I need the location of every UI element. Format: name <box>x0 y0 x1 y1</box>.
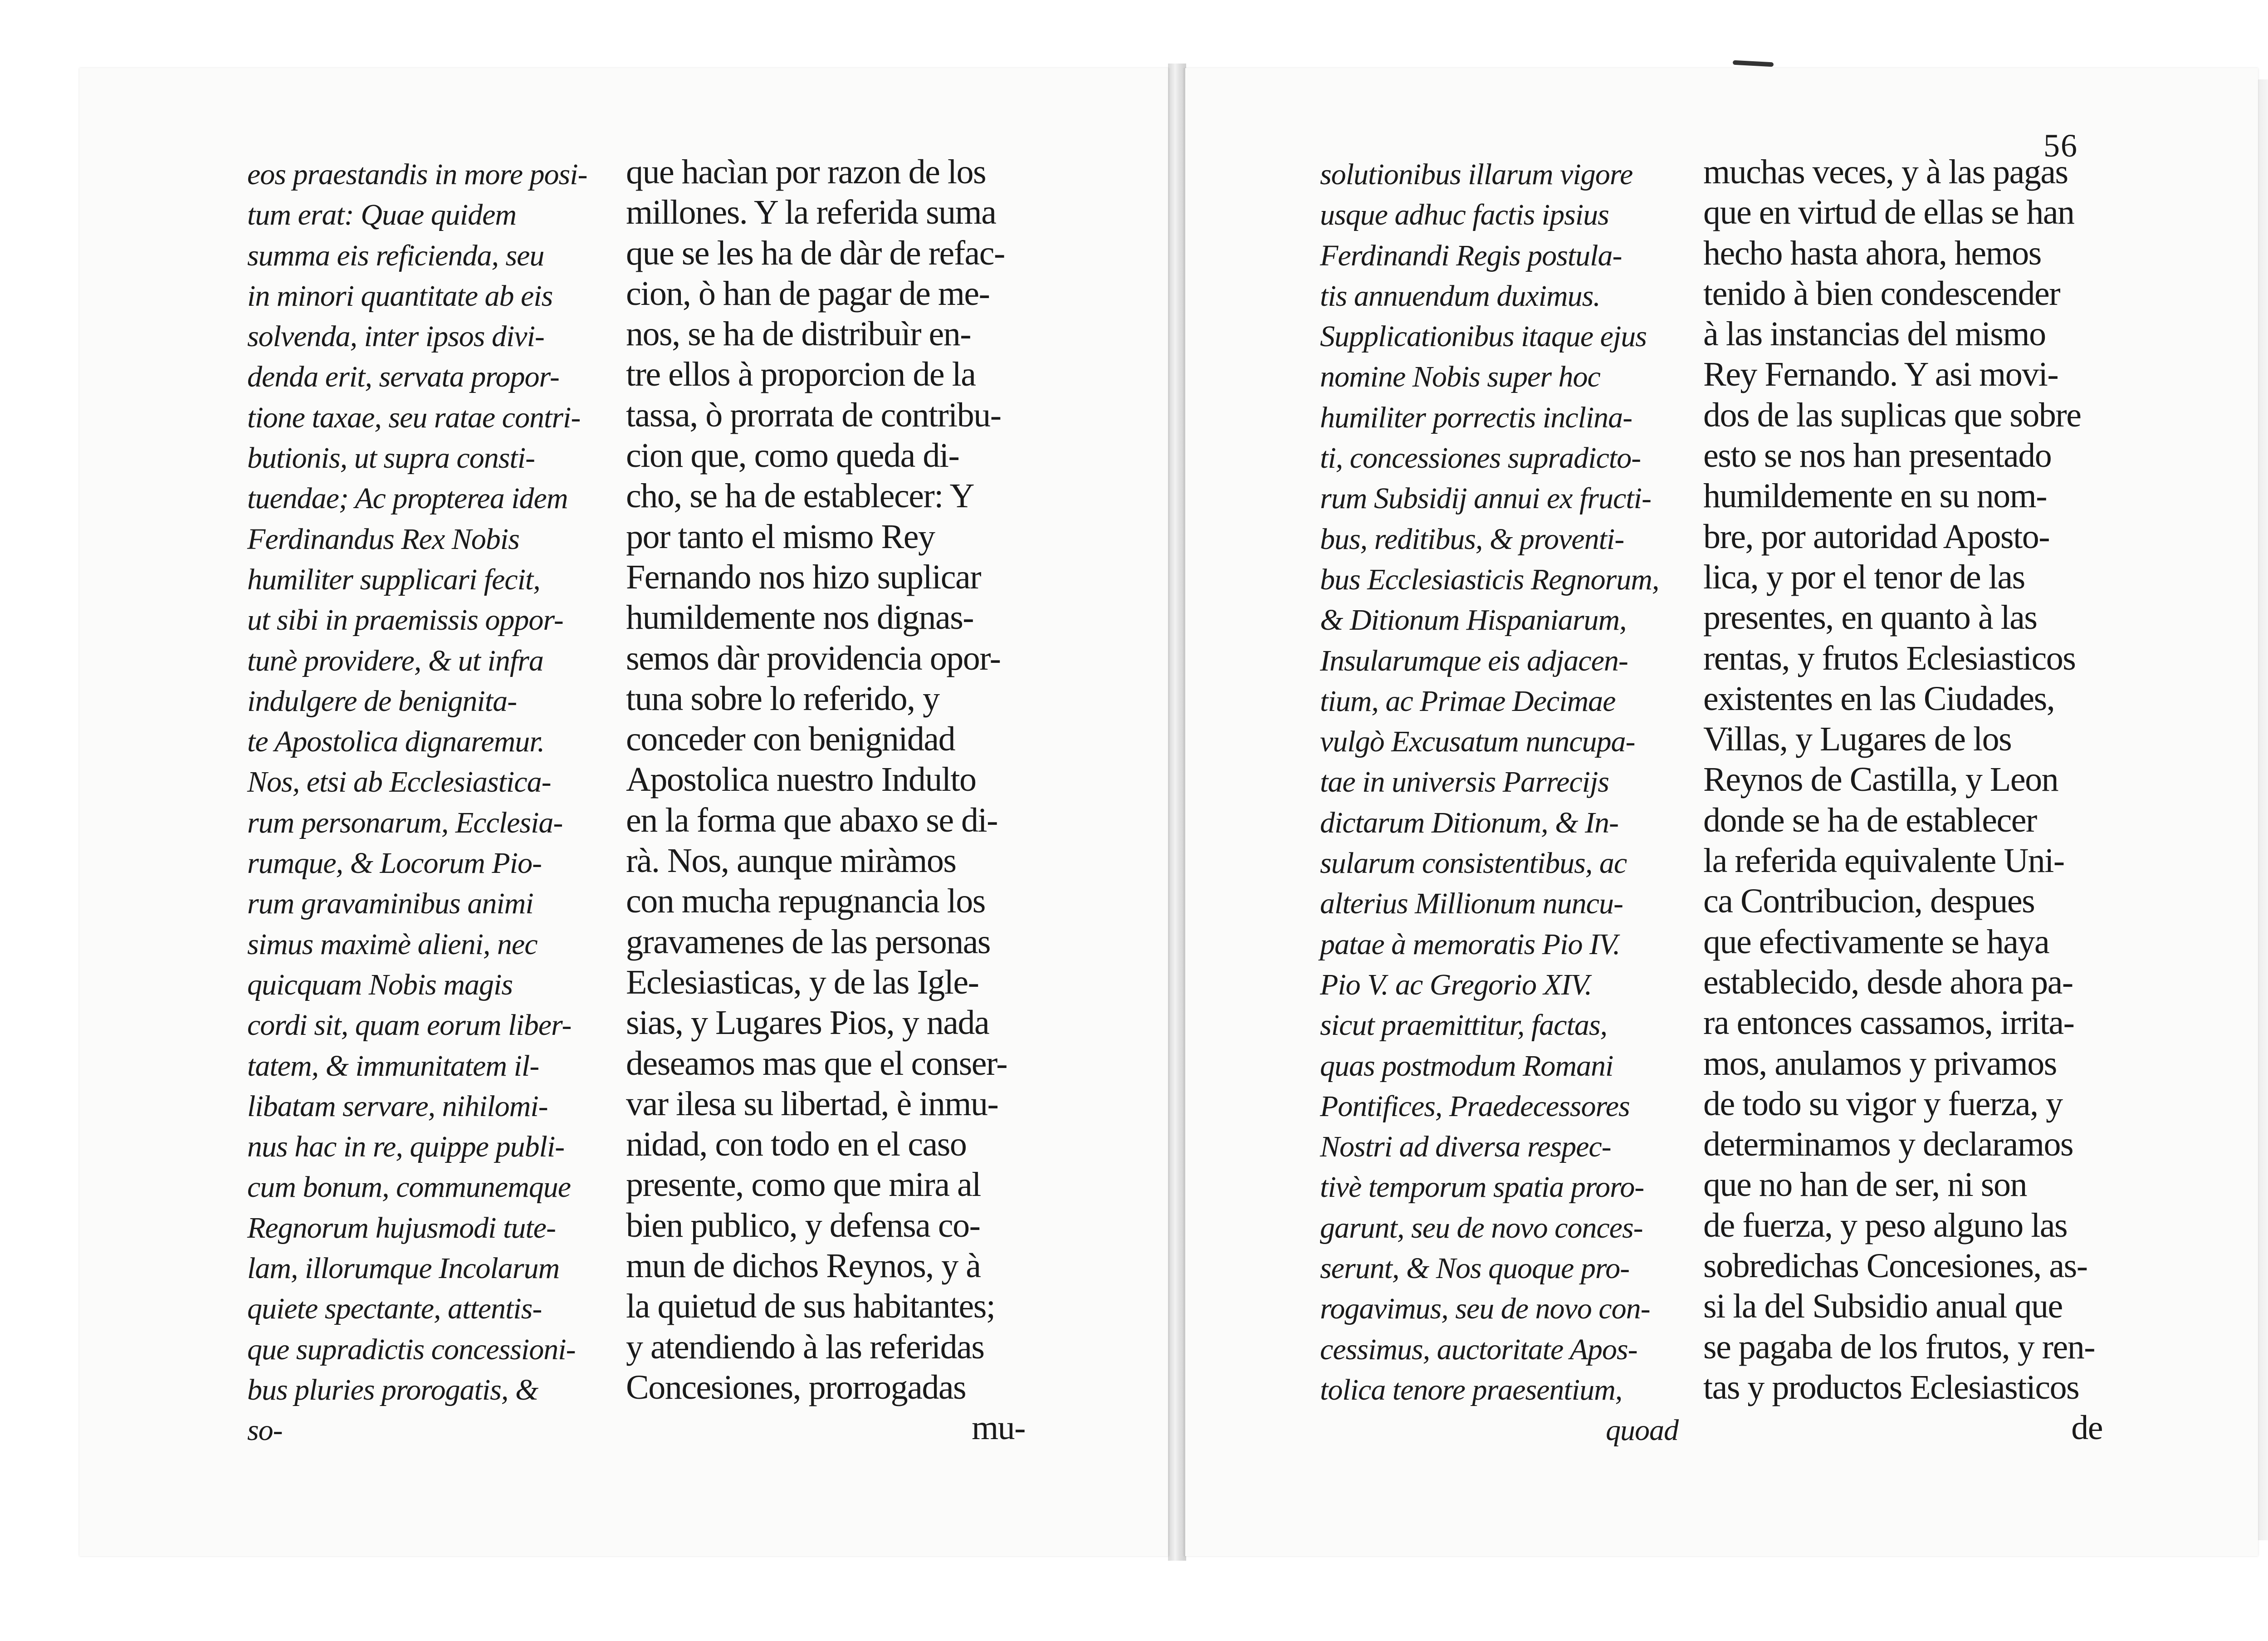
text-line: millones. Y la referida suma <box>626 193 996 232</box>
text-line: à las instancias del mismo <box>1703 315 2046 353</box>
text-line: ca Contribucion, despues <box>1703 882 2035 921</box>
text-line: con mucha repugnancia los <box>626 882 985 921</box>
page-edge <box>2257 79 2268 1540</box>
text-line: tassa, ò prorrata de contribu- <box>626 396 1001 434</box>
text-line: Nostri ad diversa respec- <box>1320 1130 1611 1164</box>
text-line: hecho hasta ahora, hemos <box>1703 234 2041 272</box>
text-line: indulgere de benignita- <box>247 684 517 718</box>
text-line: mun de dichos Reynos, y à <box>626 1247 981 1285</box>
text-line: ra entonces cassamos, irrita- <box>1703 1004 2074 1042</box>
text-line: Villas, y Lugares de los <box>1703 720 2012 759</box>
text-line: tolica tenore praesentium, <box>1320 1373 1623 1406</box>
text-line: semos dàr providencia opor- <box>626 639 1001 677</box>
text-line: tae in universis Parrecijs <box>1320 765 1609 799</box>
text-line: que en virtud de ellas se han <box>1703 193 2074 232</box>
text-line: establecido, desde ahora pa- <box>1703 963 2073 1001</box>
text-line: summa eis reficienda, seu <box>247 239 544 272</box>
text-line: y atendiendo à las referidas <box>626 1327 984 1366</box>
text-line: la referida equivalente Uni- <box>1703 842 2064 880</box>
text-line: de <box>2071 1409 2102 1447</box>
text-line: solvenda, inter ipsos divi- <box>247 320 544 353</box>
text-line: gravamenes de las personas <box>626 922 991 961</box>
text-line: bre, por autoridad Aposto- <box>1703 517 2050 556</box>
text-line: sias, y Lugares Pios, y nada <box>626 1004 989 1042</box>
text-line: tis annuendum duximus. <box>1320 279 1600 313</box>
text-line: que efectivamente se haya <box>1703 922 2049 961</box>
text-line: cho, se ha de establecer: Y <box>626 477 974 515</box>
text-line: se pagaba de los frutos, y ren- <box>1703 1327 2095 1366</box>
text-line: Concesiones, prorrogadas <box>626 1368 966 1406</box>
text-line: Apostolica nuestro Indulto <box>626 760 976 799</box>
text-line: tivè temporum spatia proro- <box>1320 1171 1644 1204</box>
page-number: 56 <box>2043 127 2078 164</box>
text-line: in minori quantitate ab eis <box>247 279 553 313</box>
text-line: tas y productos Eclesiasticos <box>1703 1368 2079 1406</box>
text-line: nos, se ha de distribuìr en- <box>626 315 971 353</box>
text-line: bus, reditibus, & proventi- <box>1320 522 1624 556</box>
text-line: Supplicationibus itaque ejus <box>1320 320 1647 353</box>
text-line: solutionibus illarum vigore <box>1320 158 1633 191</box>
text-line: quoad <box>1606 1414 1678 1447</box>
text-line: de todo su vigor y fuerza, y <box>1703 1084 2063 1123</box>
text-line: rogavimus, seu de novo con- <box>1320 1292 1650 1326</box>
text-line: libatam servare, nihilomi- <box>247 1089 548 1123</box>
text-line: presente, como que mira al <box>626 1166 981 1204</box>
text-line: sicut praemittitur, factas, <box>1320 1009 1607 1042</box>
text-line: Nos, etsi ab Ecclesiastica- <box>247 765 551 799</box>
text-line: en la forma que abaxo se di- <box>626 801 997 839</box>
text-line: denda erit, servata propor- <box>247 360 559 394</box>
text-line: esto se nos han presentado <box>1703 436 2052 475</box>
text-line: por tanto el mismo Rey <box>626 517 935 556</box>
text-line: conceder con benignidad <box>626 720 955 759</box>
text-line: Eclesiasticas, y de las Igle- <box>626 963 979 1001</box>
text-line: donde se ha de establecer <box>1703 801 2037 839</box>
text-line: rum Subsidij annui ex fructi- <box>1320 482 1651 515</box>
text-line: si la del Subsidio anual que <box>1703 1287 2063 1326</box>
text-line: cum bonum, communemque <box>247 1171 571 1204</box>
text-line: que no han de ser, ni son <box>1703 1166 2027 1204</box>
text-line: humildemente nos dignas- <box>626 598 974 637</box>
text-line: bien publico, y defensa co- <box>626 1206 980 1244</box>
text-line: patae à memoratis Pio IV. <box>1320 927 1620 961</box>
text-line: sobredichas Concesiones, as- <box>1703 1247 2087 1285</box>
text-line: tuna sobre lo referido, y <box>626 679 939 718</box>
text-line: vulgò Excusatum nuncupa- <box>1320 725 1635 759</box>
ink-mark <box>1733 60 1774 67</box>
text-line: nidad, con todo en el caso <box>626 1125 967 1164</box>
text-line: ti, concessiones supradicto- <box>1320 441 1641 475</box>
text-line: que supradictis concessioni- <box>247 1332 576 1366</box>
text-line: garunt, seu de novo conces- <box>1320 1211 1643 1244</box>
text-line: cessimus, auctoritate Apos- <box>1320 1332 1637 1366</box>
text-line: simus maximè alieni, nec <box>247 927 538 961</box>
text-line: quicquam Nobis magis <box>247 968 513 1001</box>
text-line: eos praestandis in more posi- <box>247 158 587 191</box>
text-line: alterius Millionum nuncu- <box>1320 887 1623 921</box>
text-line: determinamos y declaramos <box>1703 1125 2073 1164</box>
text-line: lam, illorumque Incolarum <box>247 1252 560 1285</box>
text-line: bus Ecclesiasticis Regnorum, <box>1320 563 1659 596</box>
text-line: cion que, como queda di- <box>626 436 959 475</box>
text-line: quiete spectante, attentis- <box>247 1292 542 1326</box>
text-line: de fuerza, y peso alguno las <box>1703 1206 2068 1244</box>
text-line: Reynos de Castilla, y Leon <box>1703 760 2058 799</box>
text-line: tione taxae, seu ratae contri- <box>247 401 581 434</box>
text-line: humiliter porrectis inclina- <box>1320 401 1633 434</box>
text-line: tenido à bien condescender <box>1703 274 2060 313</box>
book-gutter <box>1168 64 1186 1561</box>
text-line: butionis, ut supra consti- <box>247 441 535 475</box>
text-line: dictarum Ditionum, & In- <box>1320 806 1618 839</box>
text-line: la quietud de sus habitantes; <box>626 1287 995 1326</box>
left-latin-column <box>247 154 601 1451</box>
text-line: sularum consistentibus, ac <box>1320 847 1627 880</box>
text-line: rà. Nos, aunque miràmos <box>626 842 956 880</box>
text-line: usque adhuc factis ipsius <box>1320 198 1609 232</box>
text-line: existentes en las Ciudades, <box>1703 679 2055 718</box>
text-line: Ferdinandi Regis postula- <box>1320 239 1622 272</box>
text-line: que se les ha de dàr de refac- <box>626 234 1005 272</box>
text-line: var ilesa su libertad, è inmu- <box>626 1084 998 1123</box>
text-line: Ferdinandus Rex Nobis <box>247 522 519 556</box>
text-line: humiliter supplicari fecit, <box>247 563 540 596</box>
text-line: humildemente en su nom- <box>1703 477 2047 515</box>
text-line: presentes, en quanto à las <box>1703 598 2037 637</box>
text-line: tum erat: Quae quidem <box>247 198 517 232</box>
text-line: Pio V. ac Gregorio XIV. <box>1320 968 1592 1001</box>
left-spanish-column <box>626 152 1025 1449</box>
text-line: tunè providere, & ut infra <box>247 644 543 677</box>
text-line: & Ditionum Hispaniarum, <box>1320 603 1627 637</box>
text-line: rentas, y frutos Eclesiasticos <box>1703 639 2076 677</box>
text-line: serunt, & Nos quoque pro- <box>1320 1252 1630 1285</box>
text-line: ut sibi in praemissis oppor- <box>247 603 563 637</box>
text-line: Fernando nos hizo suplicar <box>626 558 981 596</box>
text-line: mu- <box>972 1409 1025 1447</box>
right-spanish-column <box>1703 152 2102 1449</box>
text-line: Insularumque eis adjacen- <box>1320 644 1628 677</box>
text-line: bus pluries prorogatis, & <box>247 1373 538 1406</box>
text-line: tatem, & immunitatem il- <box>247 1049 539 1083</box>
text-line: mos, anulamos y privamos <box>1703 1044 2057 1083</box>
text-line: so- <box>247 1414 283 1447</box>
text-line: que hacìan por razon de los <box>626 153 986 191</box>
text-line: Regnorum hujusmodi tute- <box>247 1211 556 1244</box>
text-line: cordi sit, quam eorum liber- <box>247 1009 572 1042</box>
right-latin-column <box>1320 154 1678 1451</box>
text-line: lica, y por el tenor de las <box>1703 558 2025 596</box>
text-line: nus hac in re, quippe publi- <box>247 1130 565 1164</box>
text-line: deseamos mas que el conser- <box>626 1044 1007 1083</box>
text-line: tre ellos à proporcion de la <box>626 355 976 394</box>
text-line: nomine Nobis super hoc <box>1320 360 1600 394</box>
text-line: tuendae; Ac propterea idem <box>247 482 568 515</box>
text-line: Pontifices, Praedecessores <box>1320 1089 1630 1123</box>
text-line: tium, ac Primae Decimae <box>1320 684 1616 718</box>
text-line: te Apostolica dignaremur. <box>247 725 545 759</box>
text-line: cion, ò han de pagar de me- <box>626 274 990 313</box>
text-line: quas postmodum Romani <box>1320 1049 1613 1083</box>
text-line: rumque, & Locorum Pio- <box>247 847 542 880</box>
text-line: rum gravaminibus animi <box>247 887 533 921</box>
text-line: muchas veces, y à las pagas <box>1703 153 2068 191</box>
text-line: dos de las suplicas que sobre <box>1703 396 2081 434</box>
text-line: Rey Fernando. Y asi movi- <box>1703 355 2058 394</box>
text-line: rum personarum, Ecclesia- <box>247 806 563 839</box>
